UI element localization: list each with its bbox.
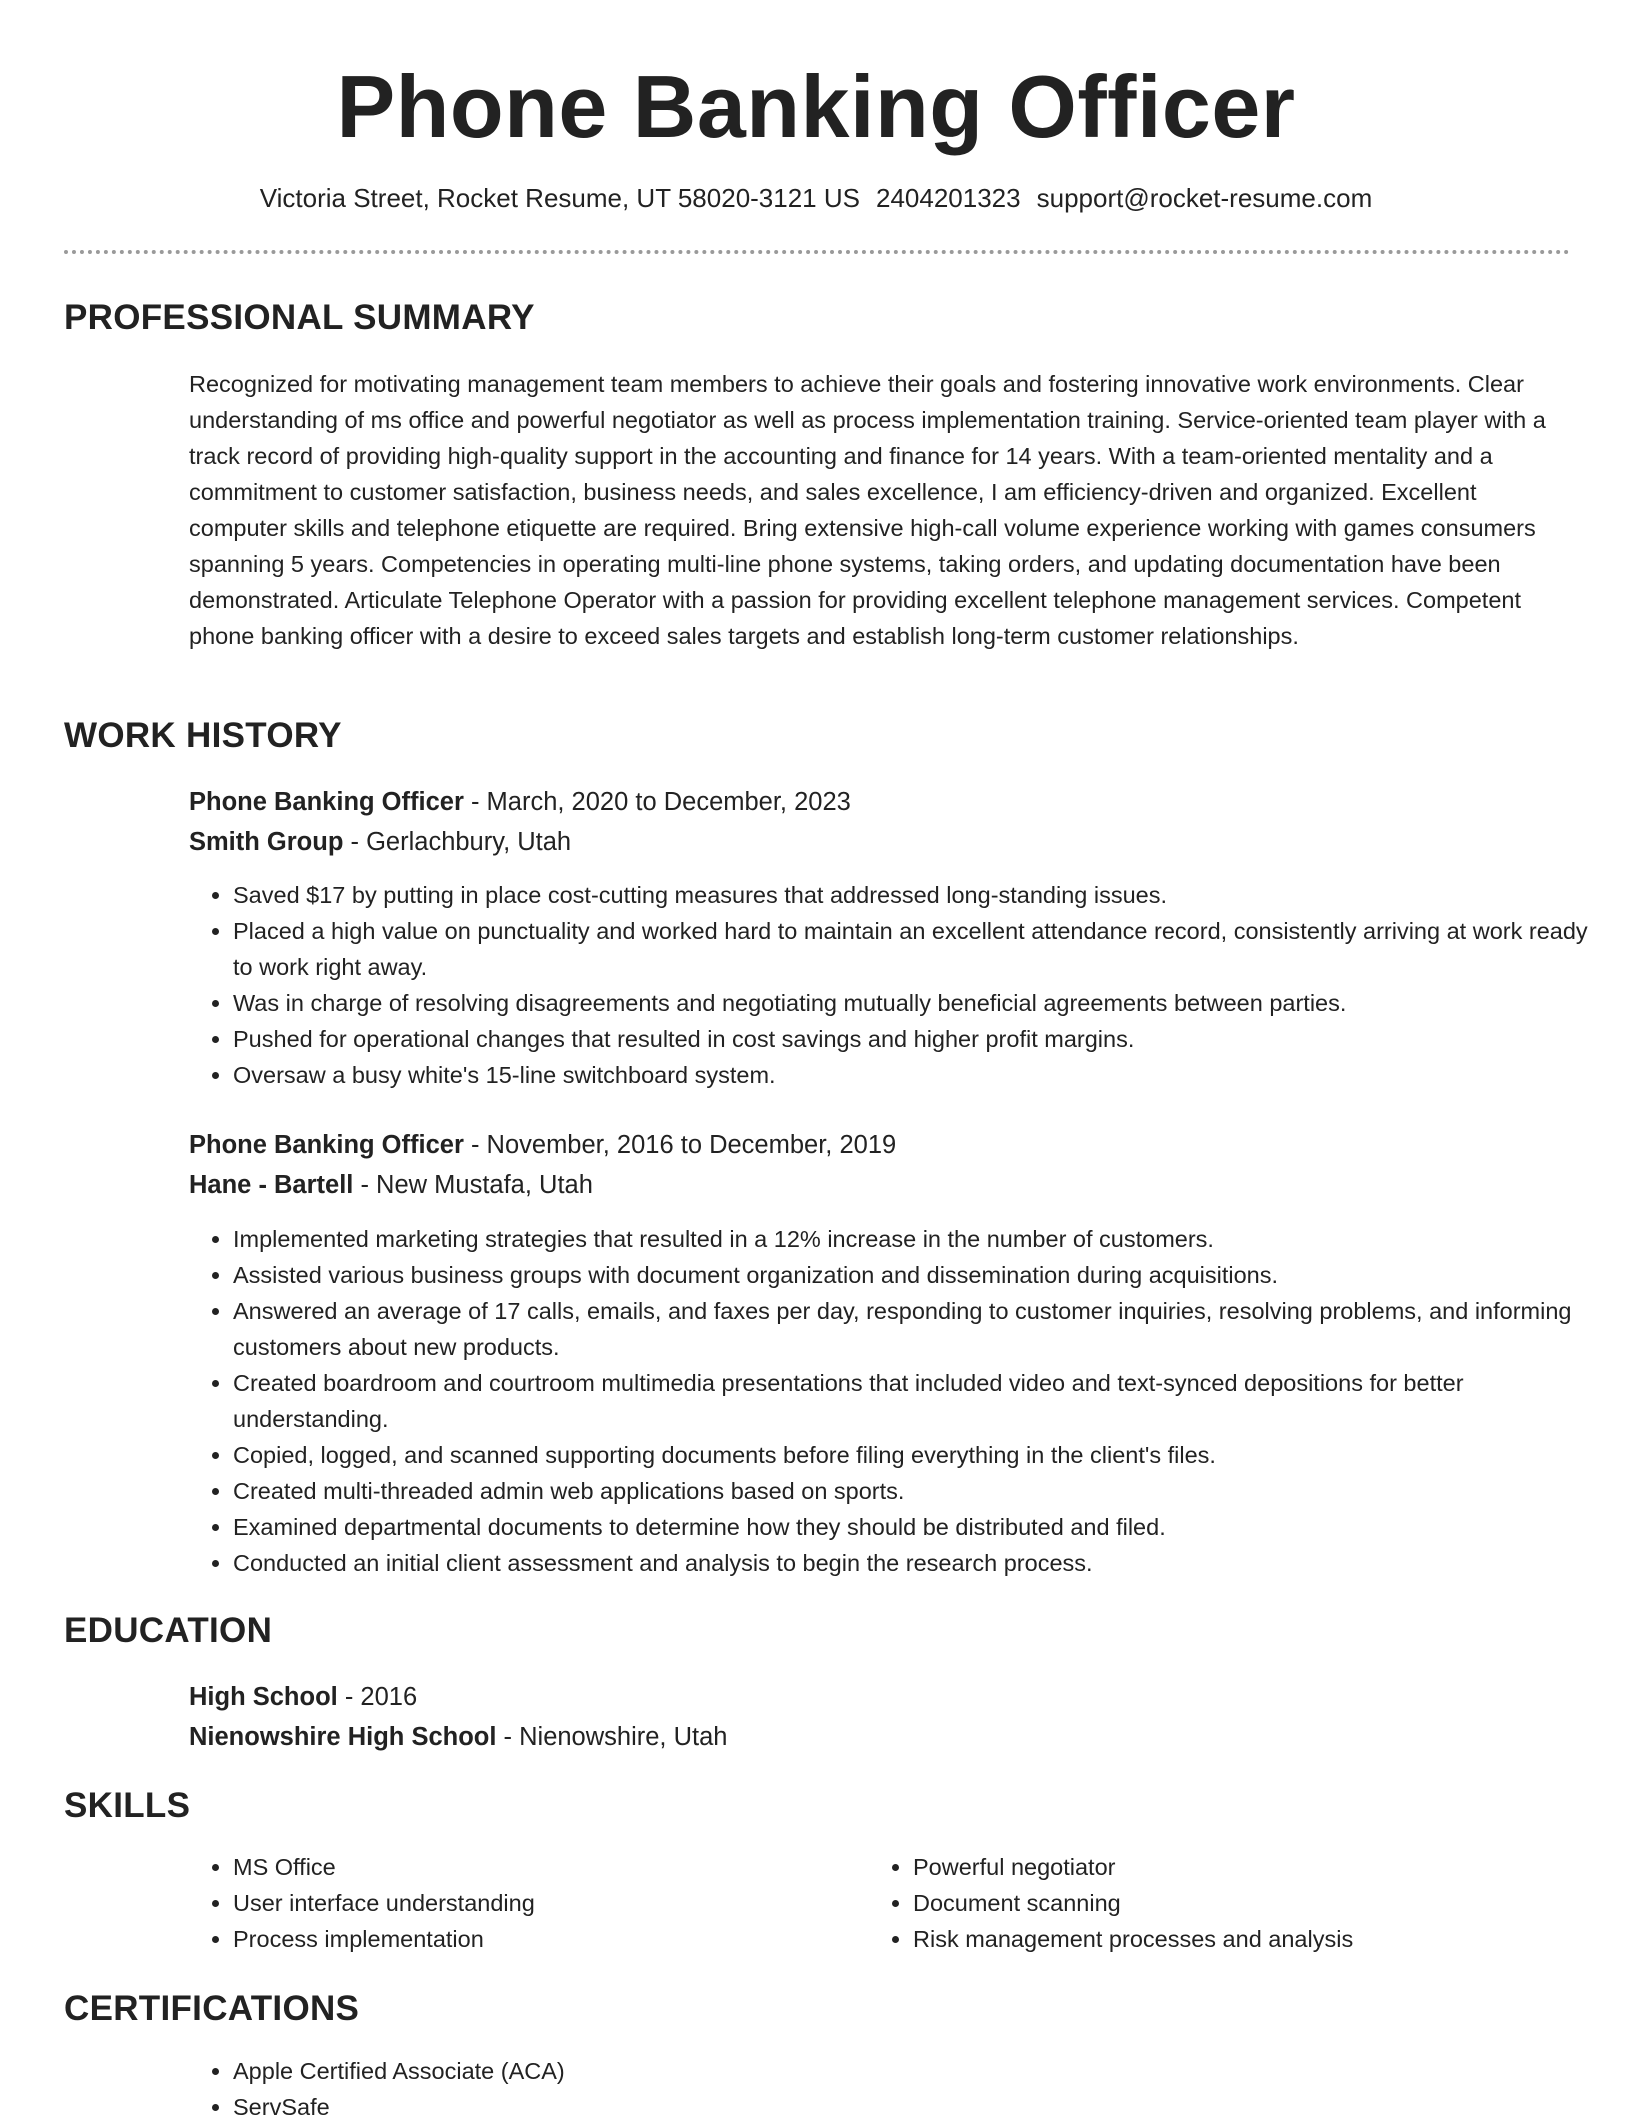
- list-item: • Assisted various business groups with document organization and dissemination during acquisitions.: [233, 1257, 1608, 1293]
- list-item: • Saved $17 by putting in place cost-cutting measures that addressed long-standing issues.: [233, 877, 1608, 913]
- section-title-summary: PROFESSIONAL SUMMARY: [64, 298, 535, 337]
- resume-title: Phone Banking Officer: [336, 57, 1296, 156]
- list-item: • Created multi-threaded admin web applications based on sports.: [233, 1473, 1608, 1509]
- education-year: - 2016: [337, 1683, 418, 1711]
- education-degree-line: [189, 1679, 417, 1715]
- job-1-bullets: [189, 877, 1608, 1093]
- contact-phone: 2404201323: [876, 183, 1021, 213]
- job-2-location: - New Mustafa, Utah: [353, 1171, 593, 1199]
- section-title-work-history: WORK HISTORY: [64, 716, 342, 755]
- job-2-company: Hane - Bartell: [189, 1171, 354, 1199]
- list-item: • Process implementation: [233, 1921, 853, 1957]
- job-1-title: Phone Banking Officer: [189, 788, 464, 816]
- list-item: • Oversaw a busy white's 15-line switchboard system.: [233, 1057, 1608, 1093]
- list-item: • Implemented marketing strategies that resulted in a 12% increase in the number of customers.: [233, 1221, 1608, 1257]
- job-2-dates: - November, 2016 to December, 2019: [463, 1131, 897, 1159]
- job-2-title: Phone Banking Officer: [189, 1131, 464, 1159]
- list-item: • User interface understanding: [233, 1885, 853, 1921]
- section-title-education: EDUCATION: [64, 1611, 273, 1650]
- skills-list-right: [869, 1849, 1593, 1957]
- job-2-company-line: [189, 1167, 593, 1203]
- education-school: Nienowshire High School: [189, 1723, 497, 1751]
- list-item: • Document scanning: [913, 1885, 1593, 1921]
- education-location: - Nienowshire, Utah: [496, 1723, 728, 1751]
- list-item: • MS Office: [233, 1849, 853, 1885]
- list-item: • Examined departmental documents to determine how they should be distributed and filed.: [233, 1509, 1608, 1545]
- contact-address: Victoria Street, Rocket Resume, UT 58020-3121 US: [259, 183, 860, 213]
- list-item: • Powerful negotiator: [913, 1849, 1593, 1885]
- list-item: • Created boardroom and courtroom multimedia presentations that included video and text-synced depositions for better understanding.: [233, 1365, 1608, 1437]
- contact-email: support@rocket-resume.com: [1036, 183, 1373, 213]
- education-degree: High School: [189, 1683, 338, 1711]
- job-1-dates: - March, 2020 to December, 2023: [463, 788, 851, 816]
- list-item: • ServSafe: [233, 2089, 1608, 2125]
- contact-line: [0, 180, 1632, 216]
- summary-text: Recognized for motivating management team members to achieve their goals and fostering innovative work environments. Clear understanding of ms office and powerful negotiator as well as process implementation training. Service-oriented team player with a track record of providing high-quality support in the accounting and finance for 14 years. With a team-oriented mentality and a commitment to customer satisfaction, business needs, and sales excellence, I am efficiency-driven and organized. Excellent computer skills and telephone etiquette are required. Bring extensive high-call volume experience working with games consumers spanning 5 years. Competencies in operating multi-line phone systems, taking orders, and updating documentation have been demonstrated. Articulate Telephone Operator with a passion for providing excellent telephone management services. Competent phone banking officer with a desire to exceed sales targets and establish long-term customer relationships.: [189, 371, 1546, 649]
- job-2-title-line: [189, 1127, 896, 1163]
- section-title-skills: SKILLS: [64, 1786, 191, 1825]
- list-item: • Risk management processes and analysis: [913, 1921, 1593, 1957]
- education-school-line: [189, 1719, 727, 1755]
- list-item: • Answered an average of 17 calls, emails, and faxes per day, responding to customer inquiries, resolving problems, and informing customers about new products.: [233, 1293, 1608, 1365]
- header-divider: [64, 250, 1570, 254]
- skills-list-left: [189, 1849, 853, 1957]
- list-item: • Conducted an initial client assessment and analysis to begin the research process.: [233, 1545, 1608, 1581]
- job-1-title-line: [189, 784, 851, 820]
- section-title-certifications: CERTIFICATIONS: [64, 1989, 360, 2028]
- job-2-bullets: [189, 1221, 1608, 1581]
- list-item: • Apple Certified Associate (ACA): [233, 2053, 1608, 2089]
- list-item: • Copied, logged, and scanned supporting documents before filing everything in the client's files.: [233, 1437, 1608, 1473]
- job-1-company-line: [189, 824, 571, 860]
- job-1-company: Smith Group: [189, 828, 344, 856]
- list-item: • Was in charge of resolving disagreements and negotiating mutually beneficial agreements between parties.: [233, 985, 1608, 1021]
- list-item: • Pushed for operational changes that resulted in cost savings and higher profit margins.: [233, 1021, 1608, 1057]
- certifications-list: [189, 2053, 1608, 2125]
- list-item: • Placed a high value on punctuality and worked hard to maintain an excellent attendance record, consistently arriving at work ready to work right away.: [233, 913, 1608, 985]
- job-1-location: - Gerlachbury, Utah: [343, 828, 572, 856]
